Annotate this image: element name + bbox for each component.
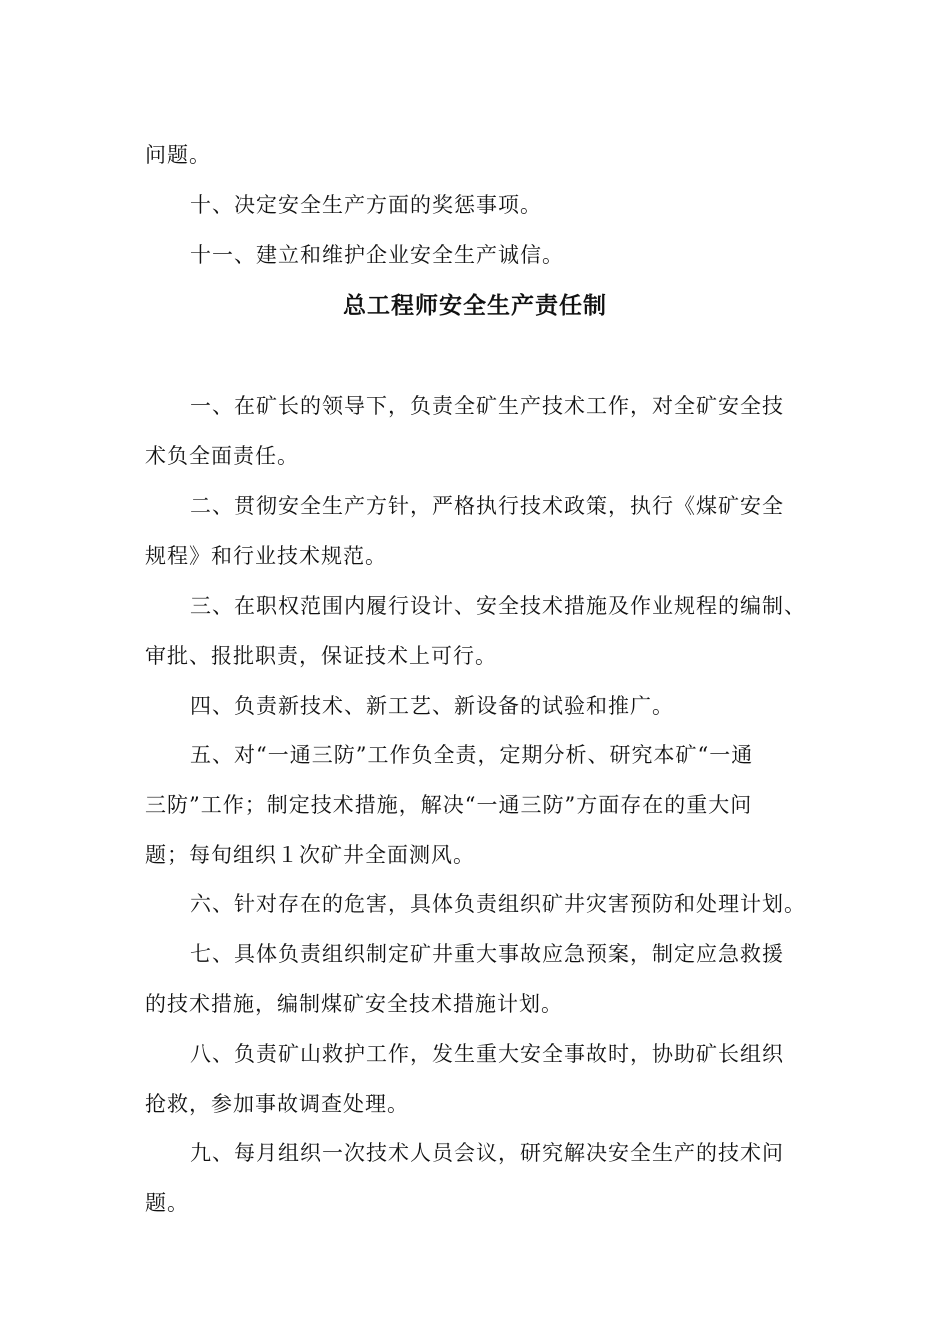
item-five-line-1: 五、对“一通三防”工作负全责，定期分析、研究本矿“一通: [190, 743, 754, 767]
item-eleven: 十一、建立和维护企业安全生产诚信。: [190, 243, 564, 267]
item-eight-line-1: 八、负责矿山救护工作，发生重大安全事故时，协助矿长组织: [190, 1042, 784, 1066]
item-six: 六、针对存在的危害，具体负责组织矿井灾害预防和处理计划。: [190, 892, 806, 916]
item-nine-line-2: 题。: [145, 1191, 189, 1215]
item-five-line-2: 三防”工作；制定技术措施，解决“一通三防”方面存在的重大问: [145, 793, 753, 817]
item-one-line-1: 一、在矿长的领导下，负责全矿生产技术工作，对全矿安全技: [190, 394, 784, 418]
item-five-line-3: 题；每旬组织１次矿井全面测风。: [145, 843, 475, 867]
item-seven-line-1: 七、具体负责组织制定矿井重大事故应急预案，制定应急救援: [190, 942, 784, 966]
item-nine-line-1: 九、每月组织一次技术人员会议，研究解决安全生产的技术问: [190, 1141, 784, 1165]
item-one-line-2: 术负全面责任。: [145, 444, 299, 468]
item-two-line-2: 规程》和行业技术规范。: [145, 544, 387, 568]
section-title: 总工程师安全生产责任制: [343, 293, 607, 319]
item-seven-line-2: 的技术措施，编制煤矿安全技术措施计划。: [145, 992, 563, 1016]
item-eight-line-2: 抢救，参加事故调查处理。: [145, 1092, 409, 1116]
item-three-line-1: 三、在职权范围内履行设计、安全技术措施及作业规程的编制、: [190, 594, 806, 618]
item-four: 四、负责新技术、新工艺、新设备的试验和推广。: [190, 694, 674, 718]
item-three-line-2: 审批、报批职责，保证技术上可行。: [145, 644, 497, 668]
continuation-line: 问题。: [145, 143, 211, 167]
item-ten: 十、决定安全生产方面的奖惩事项。: [190, 193, 542, 217]
item-two-line-1: 二、贯彻安全生产方针，严格执行技术政策，执行《煤矿安全: [190, 494, 784, 518]
